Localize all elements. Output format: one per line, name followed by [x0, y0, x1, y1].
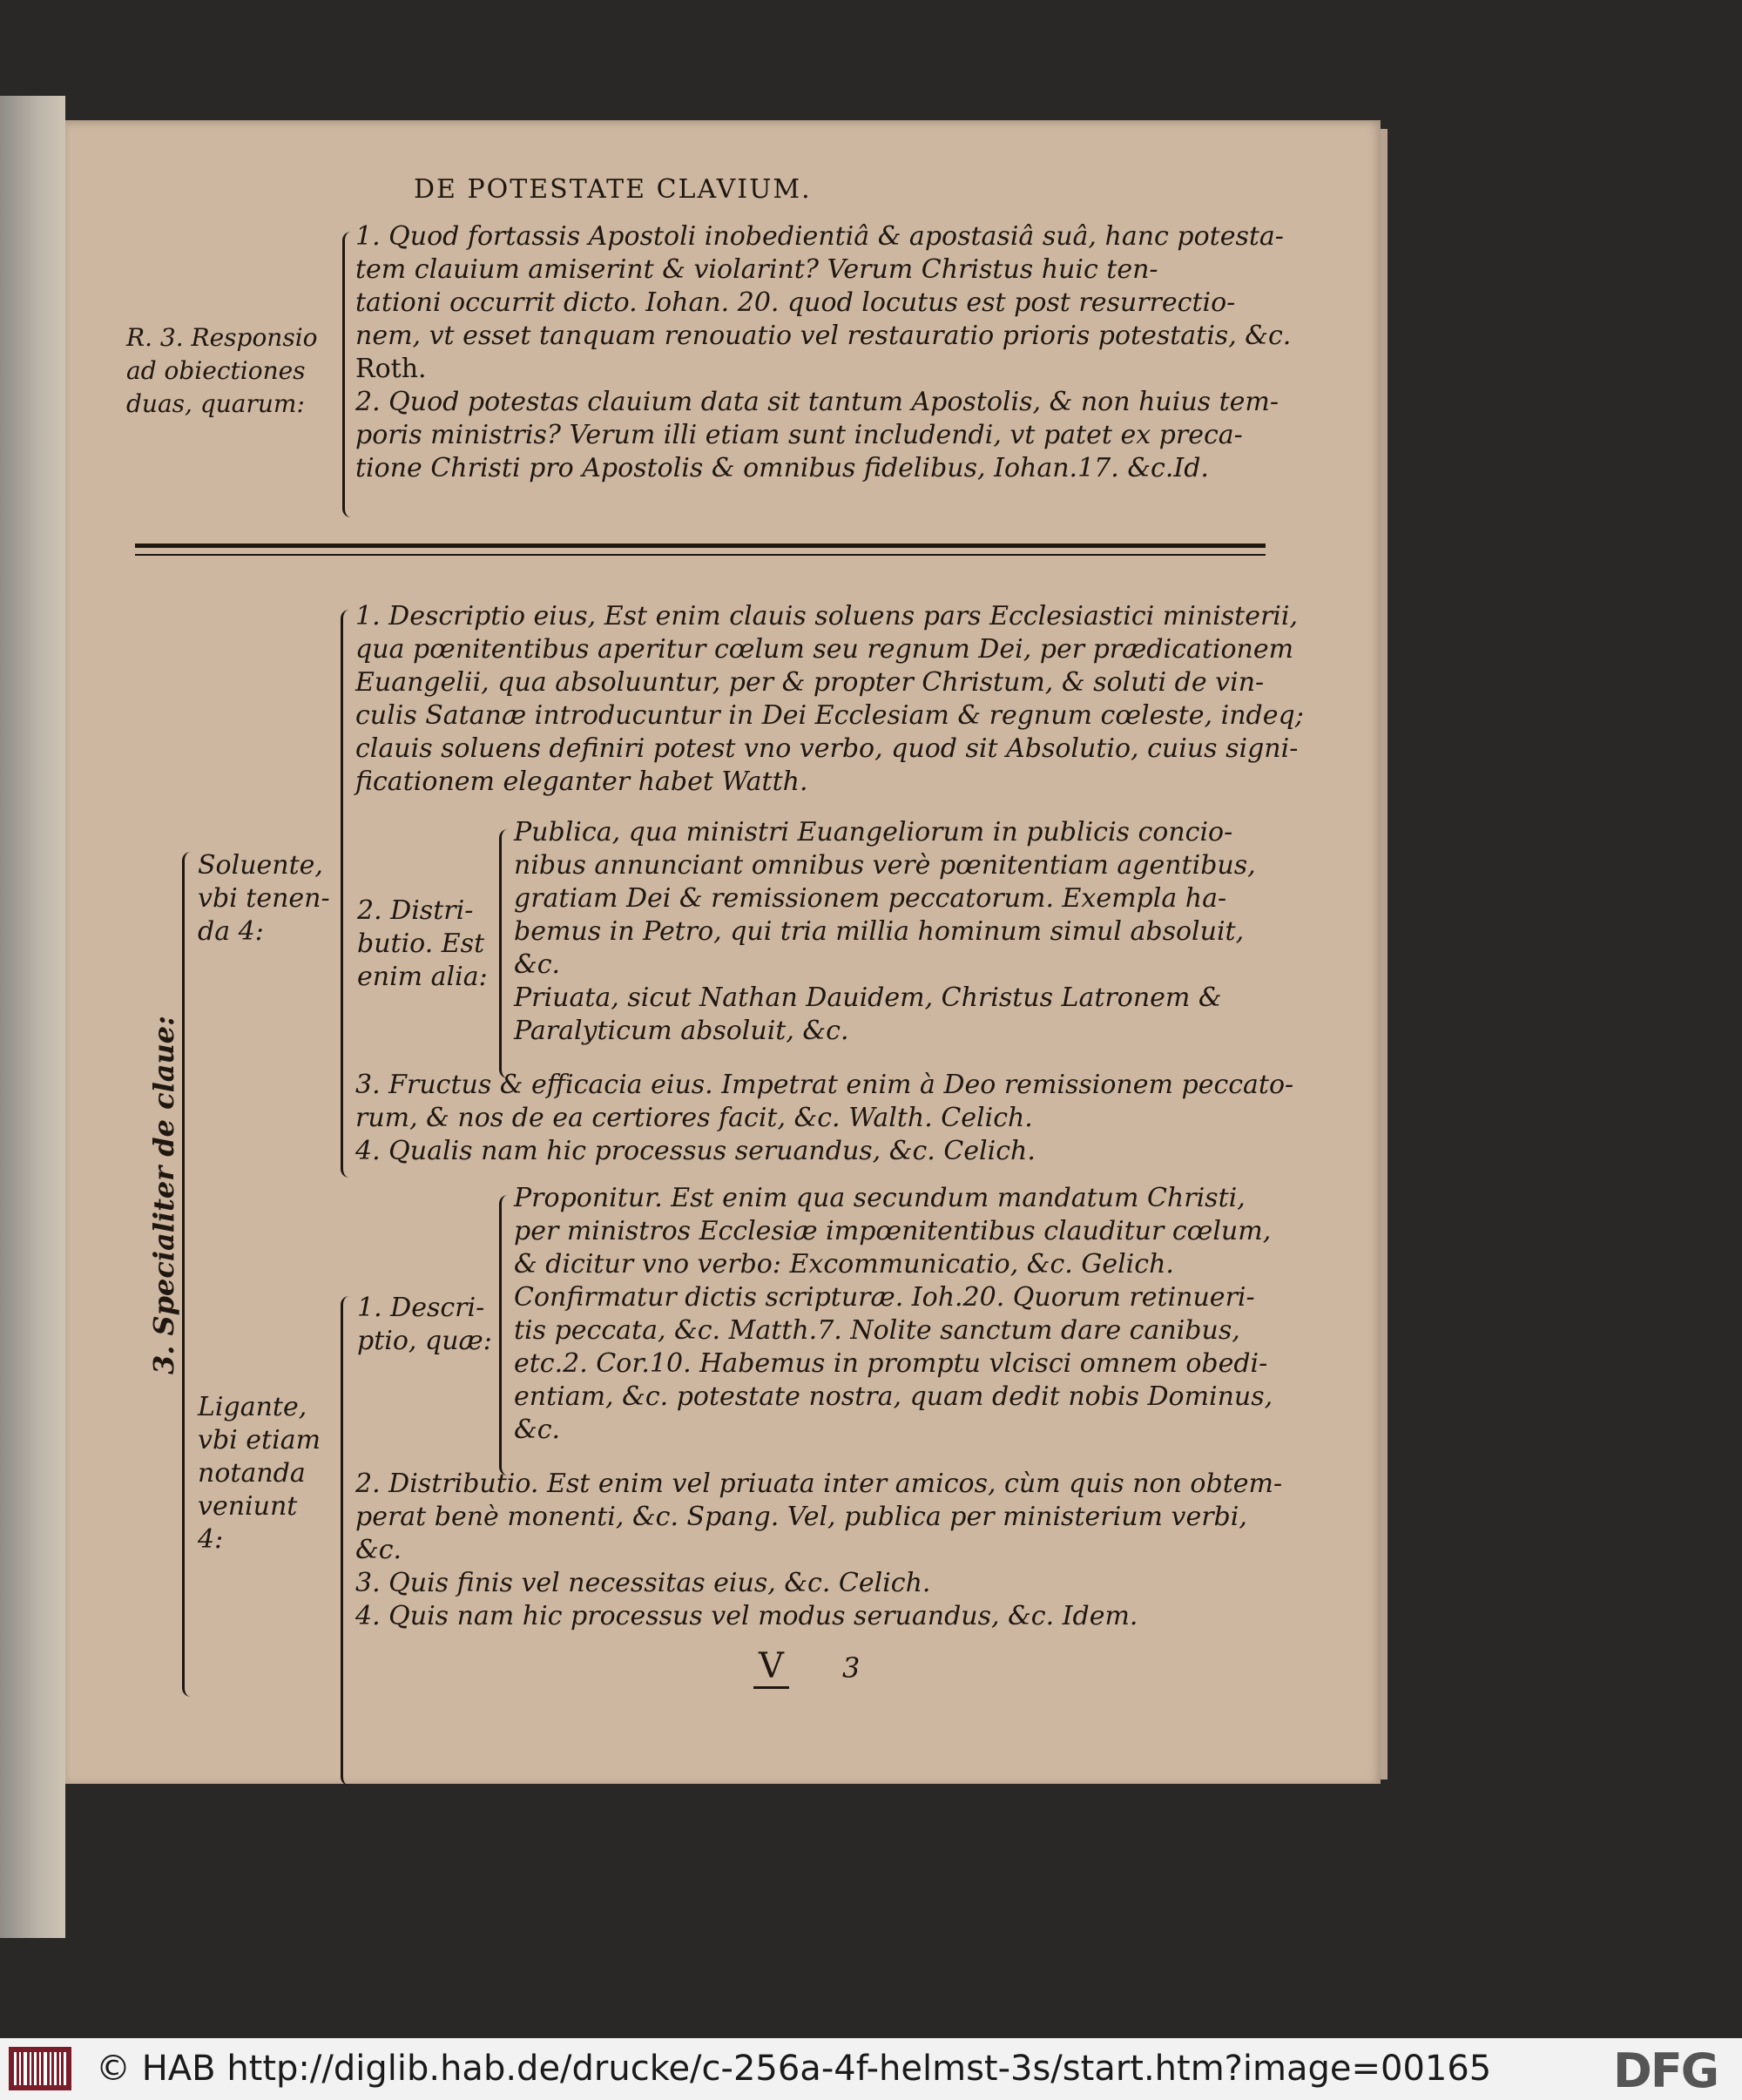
distributio-line: nibus annunciant omnibus verè pœnitentiam agentibus,	[514, 850, 1256, 881]
page-stack-edge	[1381, 129, 1388, 1779]
ligante-rest-line: 4. Quis nam hic processus vel modus seruandus, &c. Idem.	[355, 1601, 1138, 1631]
r3-text-line: 2. Quod potestas clauium data sit tantum Apostolis, & non huius tem-	[355, 387, 1279, 417]
ligante-label-line: Ligante,	[198, 1392, 307, 1422]
r3-text-line: tem clauium amiserint & violarint? Verum Christus huic ten-	[355, 254, 1158, 285]
soluente-brace	[341, 610, 355, 1178]
soluente-descriptio-line: clauis soluens definiri potest vno verbo, quod sit Absolutio, cuius signi-	[355, 733, 1299, 764]
soluente-descriptio-line: Euangelii, qua absoluuntur, per & propter Christum, & soluti de vin-	[355, 667, 1265, 698]
r3-label-line: R. 3. Responsio	[126, 323, 318, 352]
section-divider-thin	[135, 554, 1266, 556]
r3-text-line: nem, vt esset tanquam renouatio vel restauratio prioris potestatis, &c.	[355, 321, 1292, 351]
ligante-rest-line: &c.	[355, 1535, 402, 1565]
ligante-label-line: 4:	[198, 1524, 224, 1555]
ligante-descriptio-brace	[499, 1195, 514, 1475]
ligante-rest-line: 2. Distributio. Est enim vel priuata inter amicos, cùm quis non obtem-	[355, 1469, 1283, 1499]
soluente-rest-line: 4. Qualis nam hic processus seruandus, &c. Celich.	[355, 1136, 1036, 1166]
ligante-label-line: vbi etiam	[198, 1425, 321, 1455]
distributio-brace	[499, 829, 514, 1078]
ligante-label-line: veniunt	[198, 1491, 298, 1522]
soluente-descriptio-line: ficationem eleganter habet Watth.	[355, 766, 808, 797]
running-head: DE POTESTATE CLAVIUM.	[414, 174, 812, 205]
ligante-descriptio-line: & dicitur vno verbo: Excommunicatio, &c. Gelich.	[514, 1249, 1174, 1280]
distributio-label-line: 2. Distri-	[357, 895, 474, 926]
ligante-descriptio-line: &c.	[514, 1415, 561, 1445]
signature-number: 3	[842, 1651, 861, 1685]
ligante-rest-line: perat benè monenti, &c. Spang. Vel, publica per ministerium verbi,	[355, 1502, 1247, 1532]
ligante-descriptio-line: Proponitur. Est enim qua secundum mandatum Christi,	[514, 1183, 1246, 1213]
specialiter-de-claue-label: 3. Specialiter de claue:	[147, 1016, 180, 1374]
distributio-label-line: enim alia:	[357, 962, 488, 992]
soluente-rest-line: rum, & nos de ea certiores facit, &c. Walth. Celich.	[355, 1103, 1033, 1133]
soluente-label-line: Soluente,	[198, 850, 323, 881]
r3-label-line: ad obiectiones	[126, 356, 306, 385]
ligante-descriptio-label-line: ptio, quæ:	[357, 1326, 492, 1356]
book-page	[65, 120, 1381, 1784]
soluente-descriptio-line: culis Satanæ introducuntur in Dei Ecclesiam & regnum cœleste, indeq;	[355, 700, 1304, 731]
distributio-line: Priuata, sicut Nathan Dauidem, Christus Latronem &	[514, 982, 1222, 1013]
ligante-descriptio-line: entiam, &c. potestate nostra, quam dedit nobis Dominus,	[514, 1381, 1273, 1412]
ligante-label-line: notanda	[198, 1458, 306, 1489]
source-link[interactable]: © HAB http://diglib.hab.de/drucke/c-256a-4f-helmst-3s/start.htm?image=00165	[96, 2049, 1492, 2089]
r3-text-line: tione Christi pro Apostolis & omnibus fidelibus, Iohan.17. &c.Id.	[355, 453, 1209, 483]
r3-text-line: 1. Quod fortassis Apostoli inobedientiâ & apostasiâ suâ, hanc potesta-	[355, 221, 1284, 252]
distributio-line: bemus in Petro, qui tria millia hominum simul absoluit,	[514, 916, 1245, 947]
distributio-label-line: butio. Est	[357, 928, 485, 959]
previous-page-edge	[0, 96, 65, 1938]
r3-text-line: tationi occurrit dicto. Iohan. 20. quod locutus est post resurrectio-	[355, 287, 1236, 318]
ligante-descriptio-line: etc.2. Cor.10. Habemus in promptu vlcisci omnem obedi-	[514, 1348, 1268, 1379]
section-divider-thick	[135, 544, 1266, 548]
distributio-line: &c.	[514, 949, 561, 980]
r3-text-line: poris ministris? Verum illi etiam sunt includendi, vt patet ex preca-	[355, 420, 1243, 450]
ligante-descriptio-line: per ministros Ecclesiæ impœnitentibus clauditur cœlum,	[514, 1216, 1272, 1246]
dfg-logo: DFG	[1613, 2043, 1718, 2098]
soluente-label-line: da 4:	[198, 916, 264, 947]
main-brace	[182, 852, 197, 1697]
r3-label-line: duas, quarum:	[126, 389, 305, 418]
ligante-brace	[341, 1296, 355, 1786]
ligante-descriptio-label-line: 1. Descri-	[357, 1293, 485, 1323]
soluente-descriptio-line: 1. Descriptio eius, Est enim clauis soluens pars Ecclesiastici ministerii,	[355, 601, 1299, 631]
barcode-icon	[9, 2047, 71, 2090]
r3-text-line: Roth.	[355, 354, 427, 384]
soluente-rest-line: 3. Fructus & efficacia eius. Impetrat enim à Deo remissionem peccato-	[355, 1070, 1294, 1100]
distributio-line: Paralyticum absoluit, &c.	[514, 1016, 849, 1046]
signature-mark: V	[753, 1646, 789, 1689]
soluente-descriptio-line: qua pœnitentibus aperitur cœlum seu regnum Dei, per prædicationem	[355, 634, 1294, 665]
ligante-rest-line: 3. Quis finis vel necessitas eius, &c. Celich.	[355, 1568, 931, 1598]
footer-bar	[0, 2038, 1742, 2100]
soluente-label-line: vbi tenen-	[198, 883, 330, 914]
distributio-line: Publica, qua ministri Euangeliorum in publicis concio-	[514, 817, 1233, 847]
ligante-descriptio-line: tis peccata, &c. Matth.7. Nolite sanctum dare canibus,	[514, 1315, 1240, 1346]
ligante-descriptio-line: Confirmatur dictis scripturæ. Ioh.20. Quorum retinueri-	[514, 1282, 1255, 1313]
distributio-line: gratiam Dei & remissionem peccatorum. Exempla ha-	[514, 883, 1227, 914]
